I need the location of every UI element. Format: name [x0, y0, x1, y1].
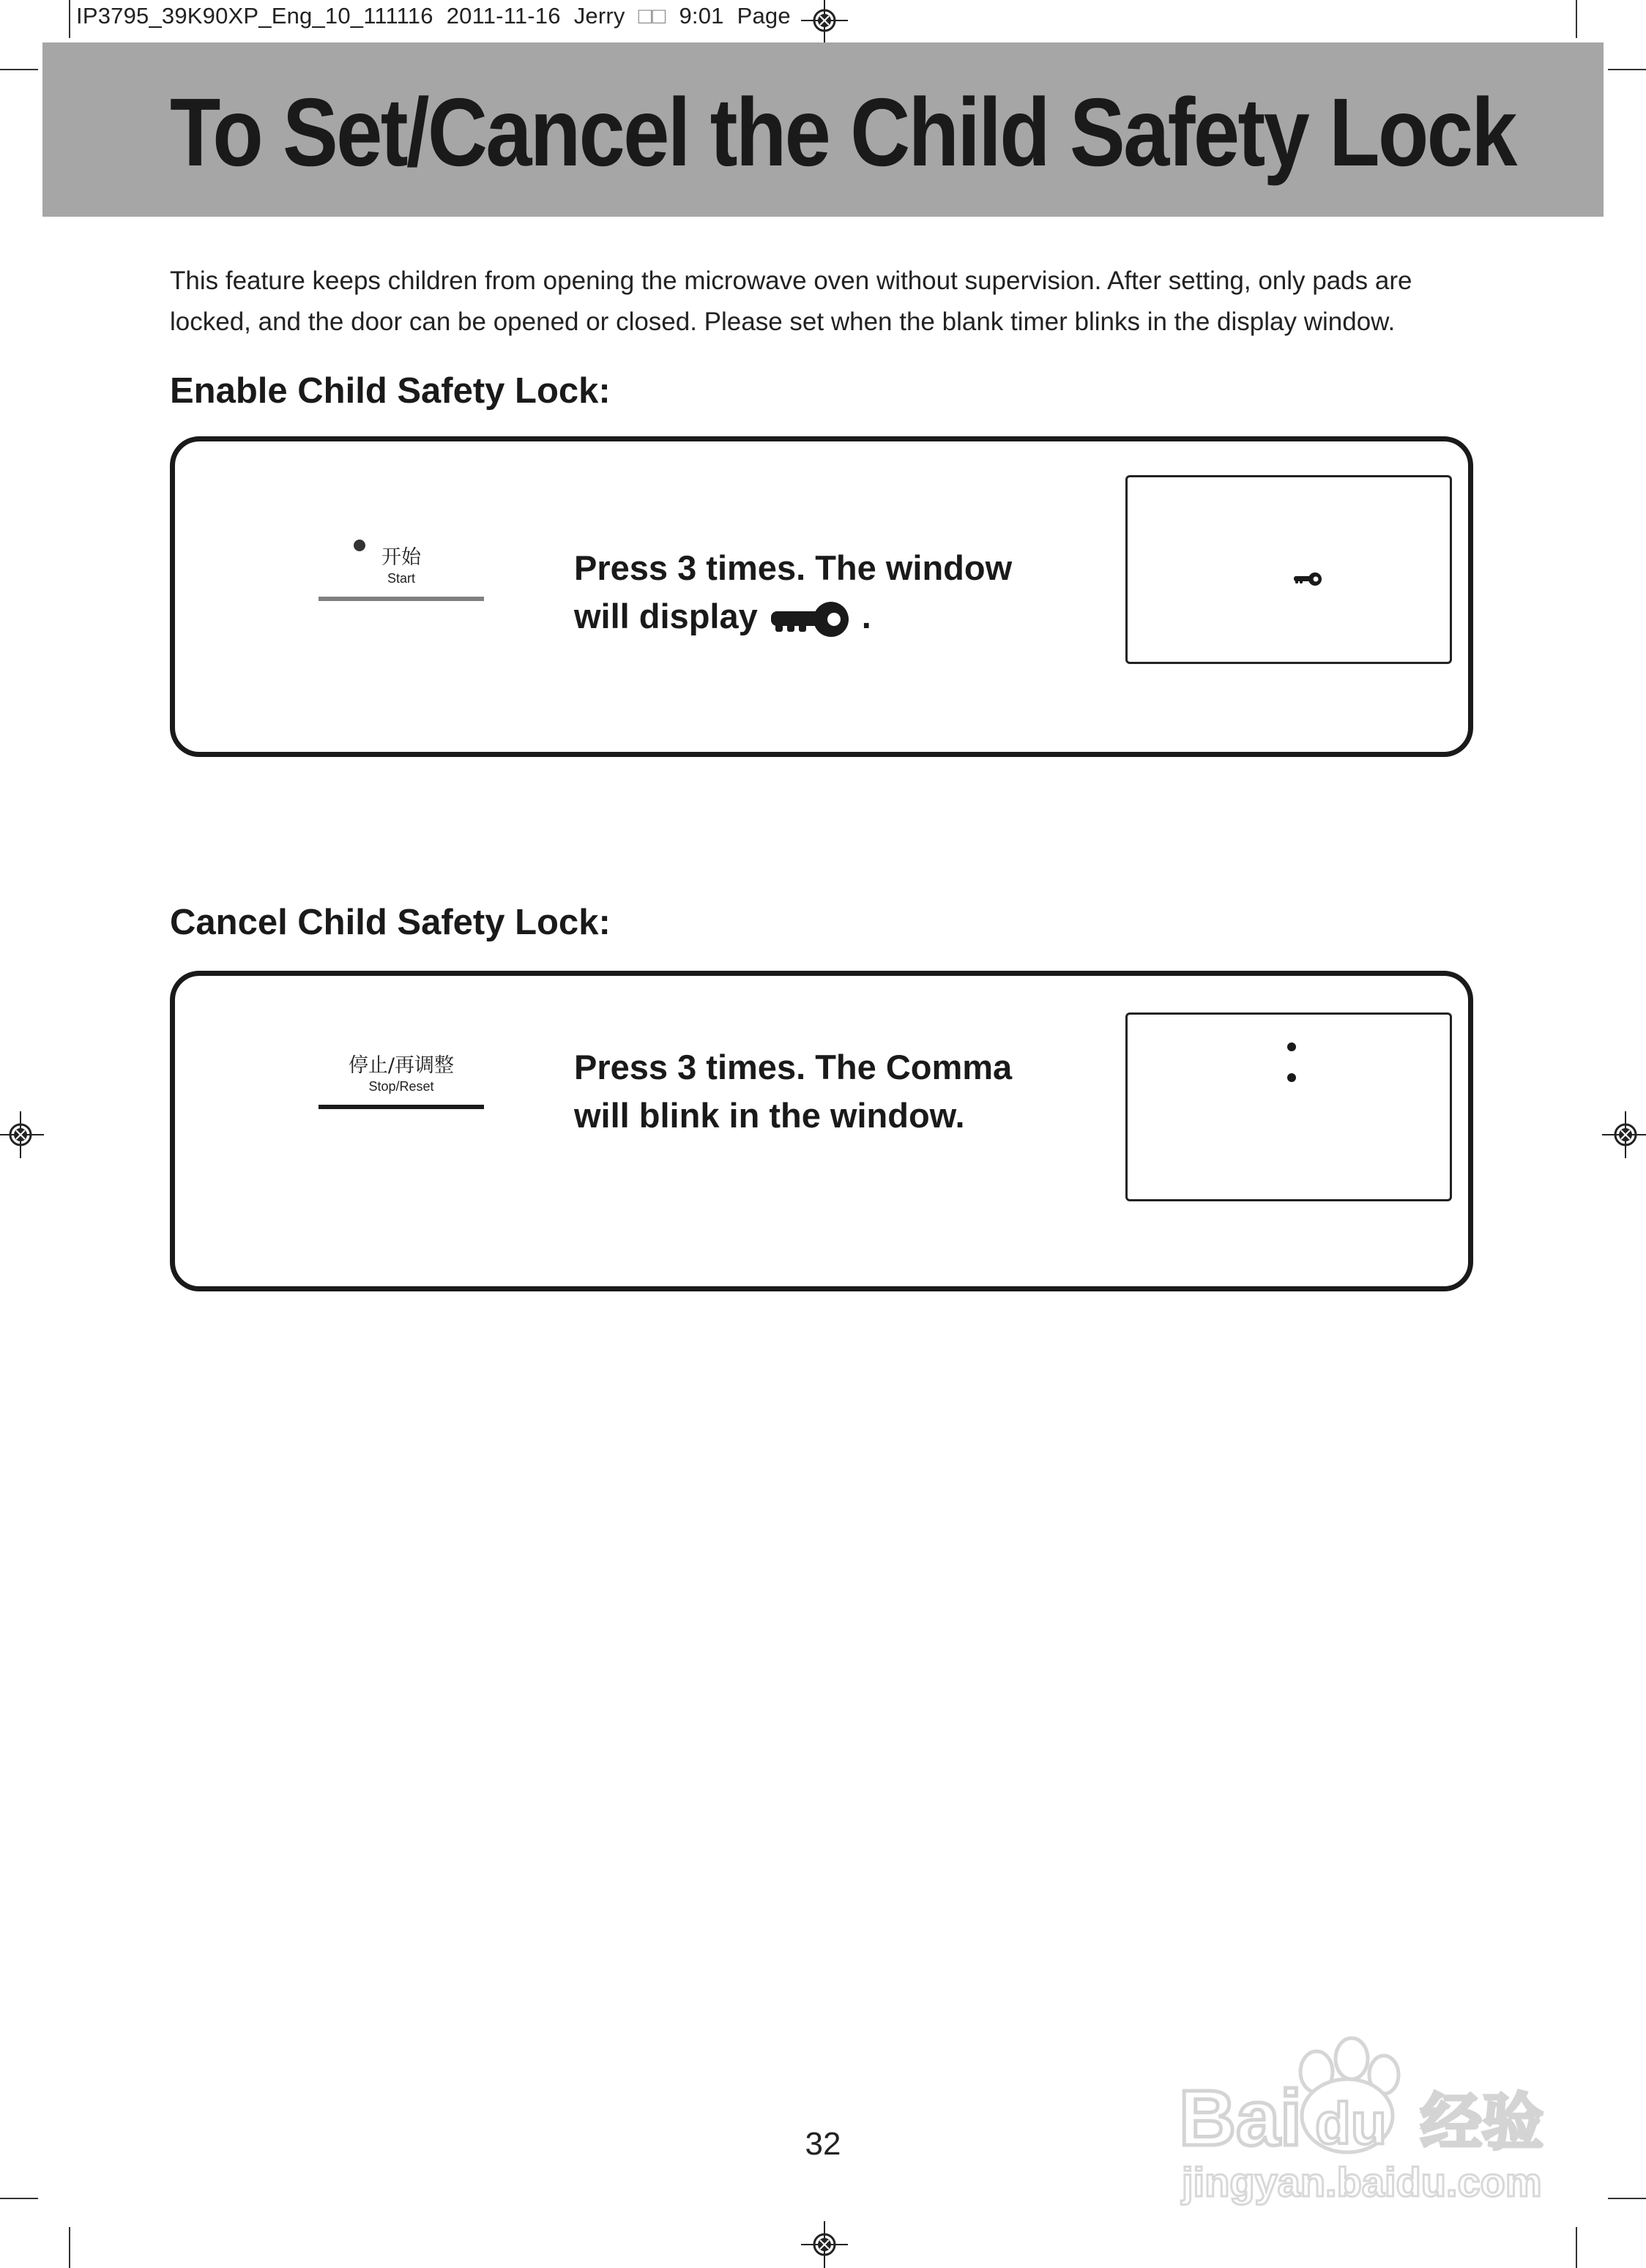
- slug-time: 9:01: [679, 3, 724, 29]
- cancel-instruction-line2: will blink in the window.: [574, 1096, 965, 1135]
- enable-instruction-line2: will display: [574, 597, 758, 635]
- crop-mark-top-left-h: [0, 69, 38, 70]
- cancel-instruction: [574, 1043, 1101, 1140]
- enable-instruction-line1: Press 3 times. The window: [574, 548, 1013, 587]
- start-pad[interactable]: [319, 545, 484, 601]
- slug-date: 2011-11-16: [446, 3, 561, 29]
- registration-target-bottom: [801, 2221, 848, 2268]
- svg-text:Bai: Bai: [1179, 2073, 1303, 2162]
- crop-mark-bottom-right-h: [1608, 2198, 1646, 2199]
- baidu-watermark-logo: [1164, 2021, 1560, 2211]
- page-title: To Set/Cancel the Child Safety Lock: [170, 78, 1516, 186]
- enable-panel: [170, 436, 1473, 757]
- registration-target-left: [0, 1111, 44, 1158]
- stop-reset-pad-cn-label: 停止/再调整: [348, 1054, 455, 1077]
- enable-heading: Enable Child Safety Lock:: [170, 371, 611, 411]
- svg-text:经验: 经验: [1420, 2086, 1544, 2158]
- cancel-heading: Cancel Child Safety Lock:: [170, 903, 611, 942]
- crop-mark-top-right-v: [1576, 0, 1577, 38]
- slug-file: IP3795_39K90XP_Eng_10_111116: [76, 3, 433, 29]
- crop-mark-bottom-left-h: [0, 2198, 38, 2199]
- enable-display-window: [1125, 475, 1452, 664]
- start-pad-en-label: Start: [387, 571, 415, 586]
- watermark-url: jingyan.baidu.com: [1182, 2159, 1542, 2205]
- stop-reset-pad[interactable]: [319, 1053, 484, 1109]
- stop-reset-pad-en-label: Stop/Reset: [368, 1079, 434, 1094]
- key-icon: [768, 601, 854, 638]
- crop-mark-top-right-h: [1608, 69, 1646, 70]
- slug-author: Jerry: [573, 3, 625, 29]
- registration-target-top: [801, 0, 848, 44]
- slug-page: Page: [737, 3, 791, 29]
- start-pad-bar: [319, 597, 484, 601]
- start-pad-cn-label: 开始: [381, 546, 421, 569]
- cancel-panel: [170, 971, 1473, 1291]
- colon-icon: [1286, 1040, 1297, 1083]
- intro-paragraph: This feature keeps children from opening the microwave oven without supervision. After setting, only pads are locked, and the door can be opened or closed. Please set when the blank timer blinks in the display window.: [170, 266, 1412, 336]
- crop-mark-top-left-v: [69, 0, 70, 38]
- window-key-icon: [1293, 571, 1322, 587]
- cancel-instruction-line1: Press 3 times. The Comma: [574, 1048, 1013, 1086]
- crop-mark-bottom-right-v: [1576, 2227, 1577, 2268]
- slug-glyphs: □□: [638, 3, 666, 29]
- printer-slug: [76, 3, 804, 29]
- page-number: 32: [805, 2126, 841, 2162]
- crop-mark-bottom-left-v: [69, 2227, 70, 2268]
- registration-target-right: [1602, 1111, 1646, 1158]
- stop-reset-pad-bar: [319, 1105, 484, 1109]
- enable-instruction-end: .: [861, 597, 871, 635]
- enable-instruction: [574, 544, 1101, 641]
- cancel-display-window: [1125, 1012, 1452, 1201]
- svg-text:du: du: [1315, 2091, 1387, 2156]
